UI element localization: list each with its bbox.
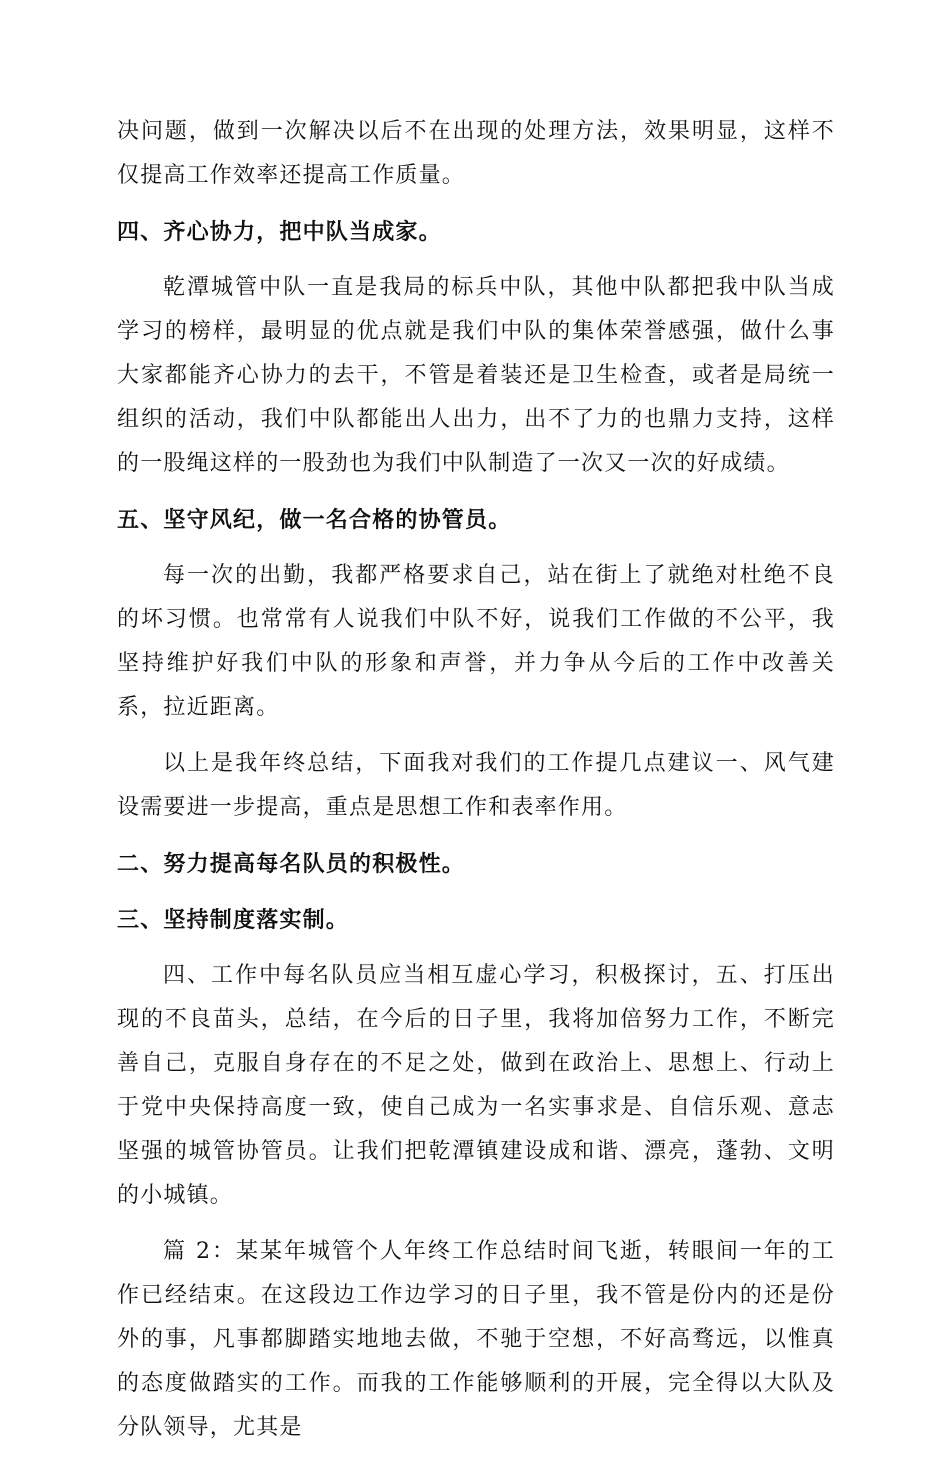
- suggestion-heading-2: 二、努力提高每名队员的积极性。: [117, 851, 466, 877]
- paragraph-continuation: 决问题，做到一次解决以后不在出现的处理方法，效果明显，这样不仅提高工作效率还提高工作质量。: [117, 119, 835, 188]
- paragraph-suggestions: 以上是我年终总结，下面我对我们的工作提几点建议一、风气建设需要进一步提高，重点是思想工作和表率作用。: [117, 751, 835, 820]
- paragraph-team-unity: 乾潭城管中队一直是我局的标兵中队，其他中队都把我中队当成学习的榜样，最明显的优点就是我们中队的集体荣誉感强，做什么事大家都能齐心协力的去干，不管是着装还是卫生检查，或者是局统一组织的活动，我们中队都能出人出力，出不了力的也鼎力支持，这样的一股绳这样的一股劲也为我们中队制造了一次又一次的好成绩。: [117, 275, 835, 476]
- paragraph-discipline: 每一次的出勤，我都严格要求自己，站在街上了就绝对杜绝不良的坏习惯。也常常有人说我们中队不好，说我们工作做的不公平，我坚持维护好我们中队的形象和声誉，并力争从今后的工作中改善关系，拉近距离。: [117, 563, 835, 720]
- section-heading-5: 五、坚守风纪，做一名合格的协管员。: [117, 507, 512, 533]
- suggestion-heading-3: 三、坚持制度落实制。: [117, 907, 350, 933]
- document-body: [117, 110, 835, 1462]
- paragraph-conclusion: 四、工作中每名队员应当相互虚心学习，积极探讨，五、打压出现的不良苗头，总结，在今后的日子里，我将加倍努力工作，不断完善自己，克服自身存在的不足之处，做到在政治上、思想上、行动上于党中央保持高度一致，使自己成为一名实事求是、自信乐观、意志坚强的城管协管员。让我们把乾潭镇建设成和谐、漂亮，蓬勃、文明的小城镇。: [117, 963, 835, 1208]
- paragraph-article-2: 篇 2：某某年城管个人年终工作总结时间飞逝，转眼间一年的工作已经结束。在这段边工作边学习的日子里，我不管是份内的还是份外的事，凡事都脚踏实地地去做，不驰于空想，不好高骛远，以惟真的态度做踏实的工作。而我的工作能够顺利的开展，完全得以大队及分队领导，尤其是: [117, 1239, 835, 1440]
- section-heading-4: 四、齐心协力，把中队当成家。: [117, 219, 442, 245]
